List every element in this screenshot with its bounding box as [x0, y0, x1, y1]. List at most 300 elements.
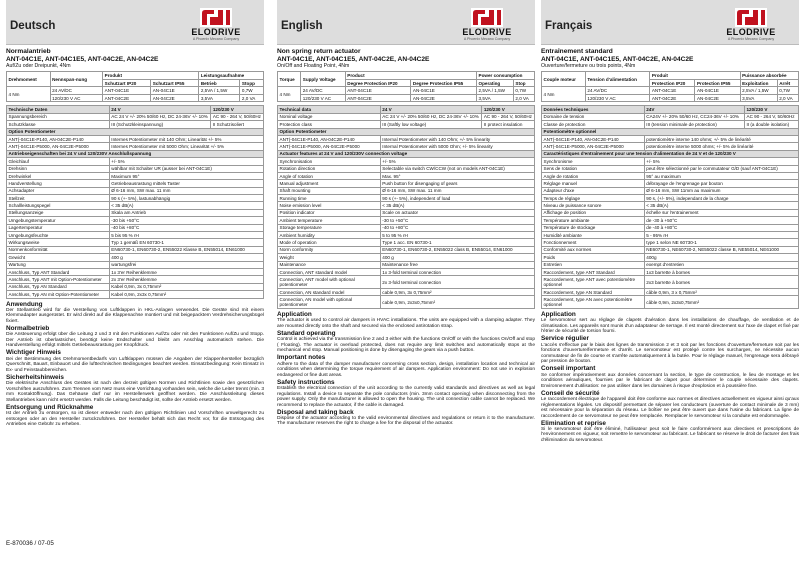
- spec-label: ANT(-04C1E-P5000, AN-04C2E-P5000: [278, 143, 381, 150]
- spec-label: Achsadapter: [7, 187, 110, 194]
- brand-tagline: A Phoenix Mecano Company: [463, 37, 511, 41]
- spec-row: [542, 150, 799, 157]
- spec-section-title: Technical data: [278, 106, 381, 113]
- spec-label: ANT(-04C1E-P140, AN-04C2E-P140: [278, 135, 381, 142]
- spec-value: 2x3 barrette à bornes: [644, 276, 798, 289]
- spec-label: Noise emission level: [278, 202, 381, 209]
- spec-label: ANT(-04C1E-P5000, AN-04C2E-P5000: [542, 143, 645, 150]
- overview-header-torque: Torque: [278, 72, 301, 87]
- table-row: [278, 87, 535, 95]
- table-cell: 120/230 V AC: [50, 94, 103, 102]
- spec-table: [6, 105, 264, 298]
- spec-row: [278, 128, 535, 135]
- spec-row: [278, 232, 535, 239]
- elodrive-logo: [174, 8, 258, 42]
- spec-row: [7, 268, 264, 275]
- spec-row: [7, 187, 264, 194]
- spec-row: [278, 246, 535, 253]
- table-cell: 3,5VA: [477, 94, 514, 102]
- spec-row: [7, 291, 264, 298]
- overview-header-ip20: Degree Protection IP20: [345, 79, 411, 87]
- spec-label: Manual adjustment: [278, 180, 381, 187]
- product-subtitle: Ouverture/fermeture ou trois points, 4Nm: [541, 63, 636, 70]
- spec-row: [7, 143, 264, 150]
- spec-value: Internal Potentiometer with 5000 Ohm; +/- 5% linearity: [380, 143, 534, 150]
- spec-label: Gewicht: [7, 254, 110, 261]
- spec-value: Typ 1 gemäß EN 60730-1: [109, 239, 263, 246]
- spec-value: wählbar mit Schalter UR (ausser bei ANT-04C1E): [109, 165, 263, 172]
- section-heading: Safety instructions: [277, 378, 335, 386]
- brand-name: ELODRIVE: [462, 27, 512, 37]
- table-cell: 120/230 V AC: [585, 94, 649, 102]
- spec-column-230v: 120/230 V: [211, 106, 264, 113]
- section-heading: Service régulier: [541, 335, 589, 343]
- table-cell: 2,0 VA: [513, 94, 534, 102]
- spec-value: Ø 6-16 mm, SW max. 11 mm: [109, 187, 263, 194]
- spec-row: [542, 180, 799, 187]
- section-heading: Application: [541, 310, 576, 318]
- spec-value: 1x 3-fold terminal connection: [380, 268, 534, 275]
- spec-value: potentiomètre interne 140 ohms; +/- 5% de linéarité: [644, 135, 798, 142]
- elodrive-mark-icon: [200, 8, 232, 27]
- spec-value: 400 g: [380, 254, 534, 261]
- overview-table: [541, 71, 799, 102]
- spec-row: [7, 106, 264, 113]
- table-cell: 24 AV/DC: [50, 87, 103, 95]
- section-text: Der Stellantrieb wird für die Verstellung von Luftklappen in HKL-Anlagen verwendet. Die Geräte sind mit einem Klemmadapter ausgerüstet. Er wird direkt auf die Klappenachse montiert und mit beigepacktem Verdrehsicherungsbügel fixiert.: [6, 307, 264, 324]
- overview-header-stop: Stopp: [240, 79, 264, 87]
- overview-table: [277, 71, 535, 102]
- overview-header-product: Produit: [650, 72, 740, 80]
- spec-row: [7, 180, 264, 187]
- spec-row: [7, 276, 264, 283]
- spec-label: Protection class: [278, 121, 381, 128]
- spec-row: [542, 239, 799, 246]
- spec-label: Wartung: [7, 261, 110, 268]
- table-row: [278, 94, 535, 102]
- spec-value: wartungsfrei: [109, 261, 263, 268]
- spec-value: 95° au maximum: [644, 172, 798, 179]
- spec-value-230v: AC 90 - 264 V, 50/60Hz: [745, 113, 799, 120]
- spec-row: [278, 106, 535, 113]
- table-cell: AN-04C2E: [695, 94, 740, 102]
- table-cell: 2,0 VA: [240, 94, 264, 102]
- overview-header-power: Leistungsaufnahme: [199, 72, 264, 80]
- table-cell: AN-04C1E: [411, 87, 477, 95]
- spec-value: +/- 5%: [380, 158, 534, 165]
- spec-label: Normenkonformität: [7, 246, 110, 253]
- spec-column-24v: 24V: [644, 106, 744, 113]
- spec-label: Anschluss, Typ ANT mit Option-Potentiometer: [7, 276, 110, 283]
- spec-row: [542, 246, 799, 253]
- spec-column-230v: 120/230 V: [482, 106, 535, 113]
- spec-section-title: Antriebseigenschaften bei 24 V und 120/230V Anschlußspannung: [7, 150, 264, 157]
- spec-table: [541, 105, 799, 309]
- overview-header-voltage: Nennspan-nung: [50, 72, 103, 87]
- spec-value: Maximum 95°: [109, 172, 263, 179]
- spec-row: [542, 217, 799, 224]
- spec-row: [7, 232, 264, 239]
- overview-header-ip55: Degree Protection IP55: [411, 79, 477, 87]
- spec-row: [7, 254, 264, 261]
- table-cell: 2,5VA / 1,5W: [199, 87, 240, 95]
- section-text: Establish the electrical connection of the unit according to the currently valid standards and directives as well as legal regulations. Install a device to separate the pole conductors (min. 3mm contact opening) when disconnecting from the power supply. Only the manufacturer is allowed to open the housing. The unit connection cable cannot be replaced. We recommend to replace the actuator, if the cable is damaged.: [277, 386, 535, 408]
- spec-row: [7, 195, 264, 202]
- table-row: [542, 87, 799, 95]
- overview-torque-value: 4 Nm: [542, 87, 586, 102]
- spec-column-230v: 120/230 V: [745, 106, 799, 113]
- spec-row: [278, 268, 535, 275]
- elodrive-logo: [709, 8, 793, 42]
- spec-value: -30 bis +50°C: [109, 217, 263, 224]
- section-heading: Elimination et reprise: [541, 419, 606, 427]
- spec-value-230v: II protect insulation: [482, 121, 535, 128]
- product-models: ANT-04C1E, ANT-04C1E5, ANT-04C2E, AN-04C2E: [277, 55, 430, 63]
- spec-row: [7, 121, 264, 128]
- spec-value: Maintenance free: [380, 261, 534, 268]
- spec-value: Skala am Antrieb: [109, 209, 263, 216]
- spec-label: Norm conformity: [278, 246, 381, 253]
- section-heading: Wichtiger Hinweis: [6, 349, 61, 357]
- spec-value: < 35 dB(A): [109, 202, 263, 209]
- spec-row: [7, 209, 264, 216]
- spec-label: Position indicator: [278, 209, 381, 216]
- language-label: Français: [545, 20, 593, 32]
- spec-label: Température ambiante: [542, 217, 645, 224]
- spec-row: [542, 224, 799, 231]
- brand-name: ELODRIVE: [191, 27, 241, 37]
- section-heading: Application: [277, 310, 312, 318]
- spec-value: cable 0,9m, 2x3x0,75mm²: [380, 296, 534, 309]
- spec-label: Anschluss, Typ ANT Standard: [7, 268, 110, 275]
- spec-row: [542, 113, 799, 120]
- spec-section-title: Données techniques: [542, 106, 645, 113]
- spec-value: de -40 à +80°C: [644, 224, 798, 231]
- spec-label: Niveau de puissance sonore: [542, 202, 645, 209]
- spec-value: 90 s, (+/- 5%), independant de la charge: [644, 195, 798, 202]
- spec-value: 1x3 barrette à bornes: [644, 268, 798, 275]
- spec-value: Internes Potentiometer mit 140 Ohm; Linearität +/- 5%: [109, 135, 263, 142]
- spec-value: Internal Potentiometer with 140 Ohm; +/- 5% linearity: [380, 135, 534, 142]
- section-text: Die elektrische Anschluss des Gerätes ist nach den derzeit gültigen Normen und Richtlinien sowie den gesetzlichen Vorschriften auszuführen. Zum Trennen vom Netz muss eine Vorrichtung vorhanden sein, welche die Leiter trennt (min. 3 mm Kontaktöffnung). Das Gehäuse darf nur im Herstellerwerk geöffnet werden. Die Anschlussleitung dieses Stellantriebes kann nicht ersetzt werden. Falls die Leitung beschädigt ist, sollte der Antrieb ersetzt werden.: [6, 381, 264, 403]
- spec-value: -40 to +80°C: [380, 224, 534, 231]
- table-cell: 120/230 V AC: [301, 94, 346, 102]
- spec-row: [278, 254, 535, 261]
- overview-torque-value: 4 Nm: [278, 87, 301, 102]
- elodrive-mark-icon: [735, 8, 767, 27]
- spec-row: [278, 150, 535, 157]
- overview-header-operating: Operating: [477, 79, 514, 87]
- spec-row: [278, 209, 535, 216]
- spec-value: 90 s (+- 5%), independent of load: [380, 195, 534, 202]
- brand-tagline: A Phoenix Mecano Company: [727, 37, 775, 41]
- spec-row: [278, 187, 535, 194]
- column-francais: [541, 0, 799, 564]
- spec-label: Angle of rotation: [278, 172, 381, 179]
- spec-label: Gleichlauf: [7, 158, 110, 165]
- spec-label: Temps de réglage: [542, 195, 645, 202]
- spec-row: [7, 158, 264, 165]
- spec-label: Storage temperature: [278, 224, 381, 231]
- section-heading: Entsorgung und Rücknahme: [6, 403, 94, 411]
- table-row: [7, 87, 264, 95]
- spec-row: [542, 143, 799, 150]
- spec-label: Schutzklasse: [7, 121, 110, 128]
- spec-row: [542, 106, 799, 113]
- overview-header-ip20: Schutzart IP20: [103, 79, 151, 87]
- table-cell: ANT-04C1E: [103, 87, 151, 95]
- language-label: Deutsch: [10, 20, 56, 32]
- spec-label: Nominal voltage: [278, 113, 381, 120]
- spec-row: [542, 254, 799, 261]
- spec-row: [542, 172, 799, 179]
- section-text: Adhere to the data of the damper manufacturer concerning cross section, design, installation location and technical air conditions when determining the torque requirement of air dampers. Application environment: Do not use in explosion endangered or fine dust areas.: [277, 361, 535, 378]
- spec-label: Shaft mounting: [278, 187, 381, 194]
- header-bar: [277, 0, 535, 45]
- spec-value-24v: CA24V +/- 20% 50/60 Hz, CC24-36V +/- 10%: [644, 113, 744, 120]
- table-cell: 2,0 VA: [777, 94, 798, 102]
- spec-row: [278, 261, 535, 268]
- spec-value-230v: II (a double isolation): [745, 121, 799, 128]
- spec-value: potentiomètre interne 5000 ohms; +/- 5% de linéarité: [644, 143, 798, 150]
- spec-label: Handverstellung: [7, 180, 110, 187]
- spec-value: Kabel 0,9m, 3x 0,75mm²: [109, 283, 263, 290]
- spec-value: Scale on actuator: [380, 209, 534, 216]
- spec-label: Stellungsanzeige: [7, 209, 110, 216]
- spec-row: [7, 150, 264, 157]
- spec-row: [542, 268, 799, 275]
- table-cell: ANT-04C2E: [345, 94, 411, 102]
- spec-value: NE60730-1, NE60730-2, NE55022 classe B, NE55014, NE61000: [644, 246, 798, 253]
- section-text: Le raccordement électrique de l'appareil doit être conforme aux normes et directives actuellement en vigueur ainsi qu'aux réglementations légales. Un dispositif permettant de séparer les conducteurs (ouverture de contact minimale de 3 mm) est nécessaire pour la séparation du réseau. Le boîtier ne peut être ouvert que dans l'usine du fabricant. La ligne de raccordement de ce servomoteur ne peut être remplacée. Remplacer le servomoteur si la conduite est endommagée.: [541, 397, 799, 419]
- spec-row: [278, 113, 535, 120]
- spec-label: ANT(-04C1E-P5000, AN-04C2E-P5000: [7, 143, 110, 150]
- spec-row: [278, 276, 535, 289]
- spec-value: peut être sélectionné par le commutateur G/D (sauf ANT-04C1E): [644, 165, 798, 172]
- section-text: Se conformer impérativement aux données concernant la section, le type de construction, le lieu de montage et les conditions aérauliques, fournies par le fabricant de clapet pour déterminer le couple nécessaire des clapets. Environnement d'utilisation: ne pas utiliser dans les domaines à risque d'explosion et à poussière fine.: [541, 372, 799, 389]
- spec-row: [7, 165, 264, 172]
- overview-header-voltage: Tension d'alimentation: [585, 72, 649, 87]
- spec-value: EN60730-1, EN60730-2, EN55022 Klasse B, EN55014, EN61000: [109, 246, 263, 253]
- spec-label: Connection, ANT model with optional potentiometer: [278, 276, 381, 289]
- spec-value: type 1 selon NE 60730-1: [644, 239, 798, 246]
- brand-tagline: A Phoenix Mecano Company: [192, 37, 240, 41]
- spec-value: 400 g: [109, 254, 263, 261]
- section-text: Bei der Bestimmung des Drehmomentbedarfs von Luftklappen müssen die Angaben der Klappenhersteller bezüglich Querschnitt, Bauart, Einbauort und die lufttechnischen Bedingungen beachtet werden. Einsatzbedingung: Kein Einsatz in Ex- und Feinstaubbereichen.: [6, 356, 264, 373]
- section-text: Control is achieved via the transmission line 2 and 3 either with the functions On/Off or with the functions On/Off and stop ( Floating). The actuator is overload protected, does not require any limit switches and automatically stops at the mechanical end stop. Manual positioning is done by disengaging the gears via a push button.: [277, 337, 535, 354]
- spec-label: Synchronisme: [542, 158, 645, 165]
- spec-value: Ø 6-16 mm, SW 11mm au maximum: [644, 187, 798, 194]
- spec-row: [542, 202, 799, 209]
- spec-value: +/- 5%: [644, 158, 798, 165]
- spec-value: < 35 dB(A): [380, 202, 534, 209]
- spec-row: [542, 288, 799, 295]
- spec-row: [7, 135, 264, 142]
- spec-row: [278, 296, 535, 309]
- spec-row: [7, 128, 264, 135]
- spec-label: Domaine de tension: [542, 113, 645, 120]
- section-heading: Disposal and taking back: [277, 408, 354, 416]
- spec-label: Connection, AN model with optional potentiometer: [278, 296, 381, 309]
- spec-value: de -30 à +50°C: [644, 217, 798, 224]
- overview-header-ip55: Schutzart IP55: [151, 79, 199, 87]
- spec-value: cable 0,9m, 3x 0,75mm²: [380, 288, 534, 295]
- spec-section-title: Option Potentiometer: [7, 128, 264, 135]
- spec-value: Getriebeausrastung mittels Taster: [109, 180, 263, 187]
- overview-header-product: Product: [345, 72, 476, 80]
- spec-label: Réglage manuel: [542, 180, 645, 187]
- spec-value-24v: III (tension minimale de protection): [644, 121, 744, 128]
- overview-header-power: Power consumption: [477, 72, 535, 80]
- document-number: E-870036 / 07-05: [6, 540, 54, 547]
- overview-header-torque: Drehmoment: [7, 72, 51, 87]
- section-heading: Anwendung: [6, 300, 43, 308]
- spec-label: ANT(-04C1E-P140, AN-04C2E-P140: [542, 135, 645, 142]
- spec-value-24v: AC 24 V +/- 20% 50/60 Hz, DC 24-36V +/- 10%: [109, 113, 211, 120]
- product-title: Entraînement standard: [541, 48, 613, 55]
- section-heading: Sicherheitshinweis: [6, 373, 64, 381]
- spec-value: 2x 3-fold terminal connection: [380, 276, 534, 289]
- section-heading: Conseil important: [541, 365, 596, 373]
- spec-row: [542, 261, 799, 268]
- table-cell: ANT-04C2E: [103, 94, 151, 102]
- spec-label: Angle de rotation: [542, 172, 645, 179]
- spec-label: Rotation direction: [278, 165, 381, 172]
- spec-row: [542, 209, 799, 216]
- spec-column-24v: 24 V: [380, 106, 482, 113]
- spec-value: exempt d'entretien: [644, 261, 798, 268]
- spec-row: [542, 195, 799, 202]
- table-cell: 24 AV/DC: [301, 87, 346, 95]
- table-cell: AN-04C2E: [411, 94, 477, 102]
- spec-value: Type 1 acc. EN 60730-1: [380, 239, 534, 246]
- spec-row: [278, 165, 535, 172]
- overview-torque-value: 4 Nm: [7, 87, 51, 102]
- spec-label: Adapteur d'axe: [542, 187, 645, 194]
- table-cell: ANT-04C2E: [650, 94, 695, 102]
- spec-row: [278, 239, 535, 246]
- spec-label: Wirkungsweise: [7, 239, 110, 246]
- spec-value: Ø 6-16 mm, SW max. 11 mm: [380, 187, 534, 194]
- overview-header-operating: Betrieb: [199, 79, 240, 87]
- spec-label: Poids: [542, 254, 645, 261]
- spec-label: Stellzeit: [7, 195, 110, 202]
- section-text: Le servomoteur sert au réglage de clapets d'aération dans les installations de chauffage, de ventilation et de climatisation. Les appareils sont munis d'un adaptateur de serrage. Il est monté directement sur l'axe de clapet et fixé par l'étrier de sécurité de torsion fourni.: [541, 318, 799, 335]
- spec-row: [278, 180, 535, 187]
- spec-label: Conformité aux normes: [542, 246, 645, 253]
- spec-row: [7, 202, 264, 209]
- spec-section-title: Option Potentiometer: [278, 128, 535, 135]
- spec-label: Température de stockage: [542, 224, 645, 231]
- table-cell: 3,5VA: [740, 94, 777, 102]
- spec-column-24v: 24 V: [109, 106, 211, 113]
- spec-row: [278, 224, 535, 231]
- section-heading: Important notes: [277, 354, 326, 362]
- spec-value: < 35 dB(A): [644, 202, 798, 209]
- spec-label: Sens de rotation: [542, 165, 645, 172]
- table-cell: 0,7W: [240, 87, 264, 95]
- section-text: The actuator is used to control air dampers in HVAC installations. The units are equipped with a clamping adapter. They are mounted directly onto the shaft and secured via the enclosed antirotation strap.: [277, 318, 535, 329]
- spec-row: [542, 121, 799, 128]
- overview-table: [6, 71, 264, 102]
- spec-value: EN60730-1, EN60730-2, EN55022 class B, EN55014, EN61000: [380, 246, 534, 253]
- spec-value: 5 - 95% rH: [644, 232, 798, 239]
- spec-value-24v: III (Schutzkleinspannung): [109, 121, 211, 128]
- table-cell: 0,7W: [513, 87, 534, 95]
- spec-value: Internes Potentiometer mit 5000 Ohm; Linearität +/- 5%: [109, 143, 263, 150]
- spec-value: +/- 5%: [109, 158, 263, 165]
- spec-value: -40 bis +80°C: [109, 224, 263, 231]
- table-cell: 24 AV/DC: [585, 87, 649, 95]
- spec-label: Drehsinn: [7, 165, 110, 172]
- spec-row: [278, 202, 535, 209]
- spec-label: Maintenance: [278, 261, 381, 268]
- section-heading: Conseil de sécurité: [541, 389, 600, 397]
- spec-value: câble 0,9m, 2x3x0,75mm²: [644, 296, 798, 309]
- spec-label: Raccordement, type AN Standard: [542, 288, 645, 295]
- spec-value: Selectable via switch CW/CCW (not on models ANT-04C1E): [380, 165, 534, 172]
- spec-section-title: Technische Daten: [7, 106, 110, 113]
- overview-header-power: Puissance absorbée: [740, 72, 798, 80]
- spec-label: Raccordement, type AN avec potentiomètre optionnel: [542, 296, 645, 309]
- spec-value: Kabel 0,9m, 2x3x 0,75mm²: [109, 291, 263, 298]
- spec-label: Ambient temperature: [278, 217, 381, 224]
- spec-label: Umgebungsfeuchte: [7, 232, 110, 239]
- spec-label: Anschluss, Typ AN Standard: [7, 283, 110, 290]
- spec-label: Raccordement, type ANT avec potentiomètre optionnel: [542, 276, 645, 289]
- spec-label: Synchronisation: [278, 158, 381, 165]
- section-heading: Normalbetrieb: [6, 324, 50, 332]
- header-bar: [541, 0, 799, 45]
- spec-row: [542, 232, 799, 239]
- spec-row: [278, 143, 535, 150]
- spec-label: Raccordement, type ANT Standard: [542, 268, 645, 275]
- spec-value: 5 bis 95 % rH: [109, 232, 263, 239]
- product-title: Normalantrieb: [6, 48, 51, 55]
- overview-header-torque: Couple moteur: [542, 72, 586, 87]
- product-models: ANT-04C1E, ANT-04C1E5, ANT-04C2E, AN-04C2E: [541, 55, 694, 63]
- spec-row: [542, 128, 799, 135]
- spec-row: [7, 283, 264, 290]
- spec-row: [278, 135, 535, 142]
- spec-label: Drehwinkel: [7, 172, 110, 179]
- spec-row: [542, 276, 799, 289]
- elodrive-logo: [445, 8, 529, 42]
- spec-row: [278, 288, 535, 295]
- spec-label: Entretien: [542, 261, 645, 268]
- header-bar: [6, 0, 264, 45]
- spec-value-24v: III (Saftly low voltage): [380, 121, 482, 128]
- table-cell: 0,7W: [777, 87, 798, 95]
- spec-label: Anschluss, Typ AN mit Option-Potentiometer: [7, 291, 110, 298]
- spec-value-24v: AC 24 V +/- 20% 50/60 Hz, DC 24-36V +/- 10%: [380, 113, 482, 120]
- spec-row: [7, 113, 264, 120]
- product-models: ANT-04C1E, ANT-04C1E5, ANT-04C2E, AN-04C2E: [6, 55, 159, 63]
- spec-label: Spannungsbereich: [7, 113, 110, 120]
- spec-label: Lagertemperatur: [7, 224, 110, 231]
- spec-row: [278, 217, 535, 224]
- overview-header-ip55: Protection IP55: [695, 79, 740, 87]
- overview-header-voltage: Supply Voltage: [301, 72, 346, 87]
- section-text: Die Ansteuerung erfolgt über die Leitung 2 und 3 mit den Funktionen Auf/Zu oder mit den Funktionen Auf/Zu und Stopp. Der Antrieb ist überlastsicher, benötigt keine Endschalter und bleibt am Anschlag automatisch stehen. Die Handverstellung erfolgt mittels Getriebeausrastung per Knopfdruck.: [6, 332, 264, 349]
- table-cell: AN-04C1E: [151, 87, 199, 95]
- overview-header-stop: Arrêt: [777, 79, 798, 87]
- spec-row: [542, 165, 799, 172]
- overview-header-operating: Exploitation: [740, 79, 777, 87]
- table-cell: AN-04C2E: [151, 94, 199, 102]
- language-label: English: [281, 20, 323, 32]
- table-cell: ANT-04C1E: [650, 87, 695, 95]
